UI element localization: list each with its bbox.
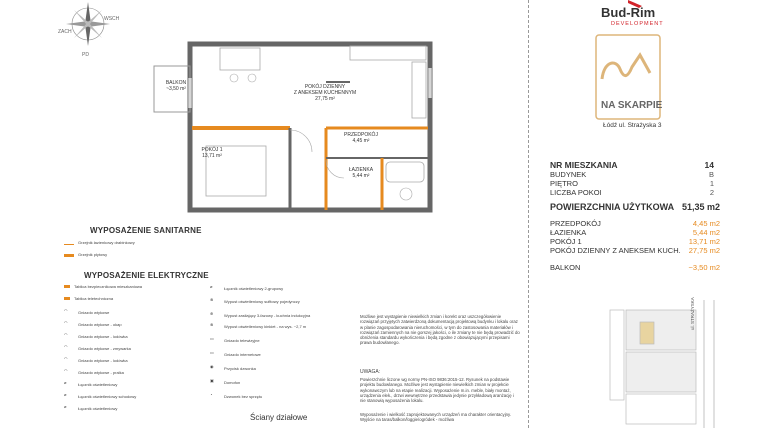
socket-icon: ◠: [64, 320, 68, 325]
legend-item: ⌀ Łącznik oświetleniowy: [64, 380, 118, 387]
address: Łódź ul. Strażyska 3: [603, 122, 662, 129]
doorbell-button-icon: ◉: [210, 364, 214, 369]
legend-item: ⊗ Wypust oświetleniowy sufitowy pojedynczy: [210, 297, 300, 304]
partition-walls-title: Ściany działowe: [250, 413, 308, 422]
notes-paragraph-2: Powierzchnie liczone wg normy PN-ISO 9836:2015-12. Rysunek na podstawie projektu budowlanego. Możliwe jest wystąpienie niewielkich zmian w projekcie wykonawczym lub na etapie realizacji. Wyposażenie m.in. meble, biały montaż, urządzenia elek., drzwi wewnętrzne przedstawia jedynie przykładową aranżację i nie stanowią wyposażenia lokalu.: [360, 377, 514, 404]
panel-radiator-icon: [64, 252, 74, 257]
balcony-area-row: BALKON ~3,50 m2: [550, 263, 720, 272]
legend-item: Tablica teletechniczna: [64, 296, 113, 301]
socket-icon: ◠: [64, 356, 68, 361]
legend-item: ⌀ Łącznik oświetleniowy 2-grupowy: [210, 284, 284, 291]
project-name: NA SKARPIE: [601, 100, 663, 111]
compass-west-label: ZACH: [58, 29, 72, 35]
apartment-number-row: NR MIESZKANIA 14: [550, 160, 714, 170]
legend-item: Tablica bezpiecznikowa mieszkaniowa: [64, 284, 142, 289]
notes-uwaga: UWAGA:: [360, 369, 381, 375]
fuse-board-icon: [64, 285, 70, 288]
socket-icon: ◠: [64, 368, 68, 373]
socket-icon: ◠: [64, 344, 68, 349]
legend-item: ▭ Gniazdo internetowe: [210, 350, 261, 357]
legend-item: Grzejnik płytowy: [64, 252, 107, 257]
switch-icon: ⌀: [64, 392, 67, 397]
ladder-radiator-icon: [64, 241, 74, 245]
bathroom-label: ŁAZIENKA 5,44 m²: [348, 167, 374, 179]
rooms-count-row: LICZBA POKOI 2: [550, 188, 714, 197]
living-room-label: POKÓJ DZIENNY Z ANEKSEM KUCHENNYM 27,75 m²: [293, 84, 357, 102]
notes-paragraph-1: Możliwe jest wystąpienie niewielkich zmian i korekt oraz uszczegółowienie rozwiązań przyjętych zatwierdzoną dokumentacją projektową budynku i lokalu oraz w planie zagospodarowania nieruchomości, w tym do zastosowania materiałów i rozwiązań zamiennych na nie gorszej jakości, o ile zmiany te nie będą prowadzić do obniżenia standardu wykończenia i będą zgodne z obowiązującymi przepisami prawa budowlanego.: [360, 314, 520, 346]
legend-item: ◔ Dzwonek bez sprzętu: [210, 392, 263, 399]
vertical-separator: [528, 0, 529, 428]
compass-rose-icon: [54, 0, 124, 60]
company-name: Bud-Rim: [601, 5, 656, 20]
socket-icon: ◠: [64, 308, 68, 313]
room1-label: POKÓJ 1 13,71 m²: [201, 147, 223, 159]
legend-item: ◉ Przycisk dzwonka: [210, 364, 256, 371]
room-area-row: PRZEDPOKÓJ 4,45 m2: [550, 219, 720, 228]
notes-paragraph-3: Wyposażenie i wielkość zaprojektowanych urządzeń ma charakter orientacyjny. Wyjście na taras/balkon/loggie/ogródek - możliwa: [360, 412, 512, 423]
street-label: ul. STRAŻYSKA: [690, 297, 695, 330]
wall-light-icon: ⊗: [210, 322, 214, 327]
floor-plan: [150, 38, 440, 218]
telecom-board-icon: [64, 297, 70, 300]
key-plan: [600, 300, 720, 428]
legend-item: ◠ Gniazdo wtykowe - okap: [64, 320, 122, 327]
room-area-row: ŁAZIENKA 5,44 m2: [550, 228, 720, 237]
intercom-icon: ▣: [210, 378, 214, 383]
usable-area-row: POWIERZCHNIA UŻYTKOWA 51,35 m2: [550, 202, 720, 212]
switch-icon: ⌀: [64, 380, 67, 385]
legend-item: ◠ Gniazdo wtykowe - lodówka: [64, 332, 128, 339]
induction-icon: ⊕: [210, 311, 214, 316]
room-area-row: POKÓJ 1 13,71 m2: [550, 237, 720, 246]
legend-item: ▣ Domofon: [210, 378, 241, 385]
ceiling-light-icon: ⊗: [210, 297, 214, 302]
tv-socket-icon: ▭: [210, 336, 214, 341]
legend-item: ⊗ Wypust oświetleniowy kinkiet - na wys. ~2,7 m: [210, 322, 307, 329]
internet-socket-icon: ▭: [210, 350, 214, 355]
legend-item: ◠ Gniazdo wtykowe - pralka: [64, 368, 124, 375]
legend-item: ⊕ Wypust zasilający 3-fazowy - kuchnia indukcyjna: [210, 311, 311, 318]
switch-double-icon: ⌀: [210, 284, 213, 289]
company-sub: DEVELOPMENT: [611, 21, 664, 27]
legend-item: Grzejnik łazienkowy drabinkowy: [64, 240, 135, 245]
building-row: BUDYNEK B: [550, 170, 714, 179]
electric-title: WYPOSAŻENIE ELEKTRYCZNE: [84, 271, 209, 280]
legend-item: ◠ Gniazdo wtykowe: [64, 308, 110, 315]
legend-item: ⌀ Łącznik oświetleniowy schodowy: [64, 392, 137, 399]
legend-item: ▭ Gniazdo telewizyjne: [210, 336, 260, 343]
floor-row: PIĘTRO 1: [550, 179, 714, 188]
sanitary-title: WYPOSAŻENIE SANITARNE: [90, 226, 202, 235]
legend-item: ◠ Gniazdo wtykowe - zmywarka: [64, 344, 131, 351]
compass-south-label: PD: [82, 52, 89, 58]
compass-east-label: WSCH: [104, 16, 120, 22]
room-area-row: POKÓJ DZIENNY Z ANEKSEM KUCH. 27,75 m2: [550, 246, 720, 255]
balcony-label: BALKON ~3,50 m²: [165, 80, 187, 92]
hall-label: PRZEDPOKÓJ 4,45 m²: [344, 132, 378, 144]
legend-item: ◠ Gniazdo wtykowe - lodówka: [64, 356, 128, 363]
switch-icon: ⌀: [64, 404, 67, 409]
socket-icon: ◠: [64, 332, 68, 337]
bell-icon: ◔: [210, 392, 213, 397]
legend-item: ⌀ Łącznik oświetleniowy: [64, 404, 118, 411]
